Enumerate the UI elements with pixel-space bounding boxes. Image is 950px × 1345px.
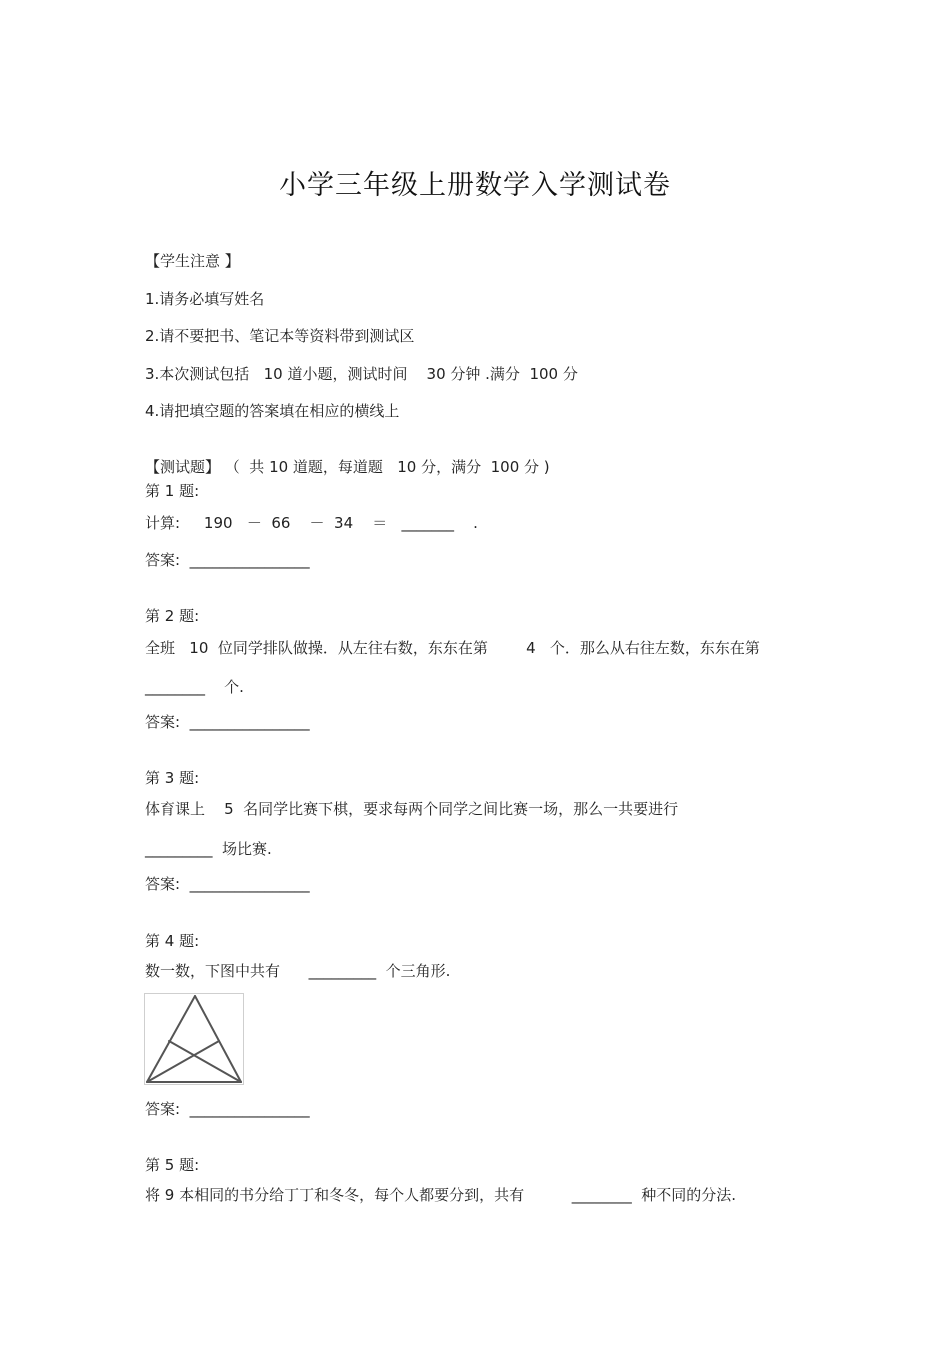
page-title: 小学三年级上册数学入学测试卷 <box>279 170 671 201</box>
notice-item: 3.本次测试包括 10 道小题，测试时间 30 分钟 .满分 100 分 <box>145 365 578 383</box>
notice-heading: 【学生注意 】 <box>145 252 240 270</box>
notice-item: 2.请不要把书、笔记本等资料带到测试区 <box>145 327 415 345</box>
question-text: 数一数，下图中共有 _________ 个三角形. <box>145 962 451 980</box>
question-text-continued: ________ 个. <box>145 678 244 696</box>
question-text: 将 9 本相同的书分给丁丁和冬冬，每个人都要分到，共有 ________ 种不同的分法. <box>145 1186 737 1204</box>
question-text: 计算: 190 － 66 － 34 ＝ _______ . <box>145 514 478 532</box>
answer-line: 答案: ________________ <box>145 713 310 731</box>
answer-line: 答案: ________________ <box>145 1100 310 1118</box>
notice-item: 4.请把填空题的答案填在相应的横线上 <box>145 402 400 420</box>
question-label: 第 1 题: <box>145 482 200 500</box>
answer-line: 答案: ________________ <box>145 551 310 569</box>
section-heading: 【测试题】 （ 共 10 道题，每道题 10 分，满分 100 分 ) <box>145 458 550 476</box>
question-label: 第 2 题: <box>145 607 200 625</box>
question-text-continued: _________ 场比赛. <box>145 840 272 858</box>
triangle-figure <box>144 993 244 1085</box>
question-label: 第 4 题: <box>145 932 200 950</box>
triangle-diagram <box>145 994 243 1084</box>
notice-item: 1.请务必填写姓名 <box>145 290 265 308</box>
question-label: 第 3 题: <box>145 769 200 787</box>
question-text: 全班 10 位同学排队做操．从左往右数，东东在第 4 个．那么从右往左数，东东在第 <box>145 639 760 657</box>
answer-line: 答案: ________________ <box>145 875 310 893</box>
question-label: 第 5 题: <box>145 1156 200 1174</box>
question-text: 体育课上 5 名同学比赛下棋，要求每两个同学之间比赛一场，那么一共要进行 <box>145 800 679 818</box>
